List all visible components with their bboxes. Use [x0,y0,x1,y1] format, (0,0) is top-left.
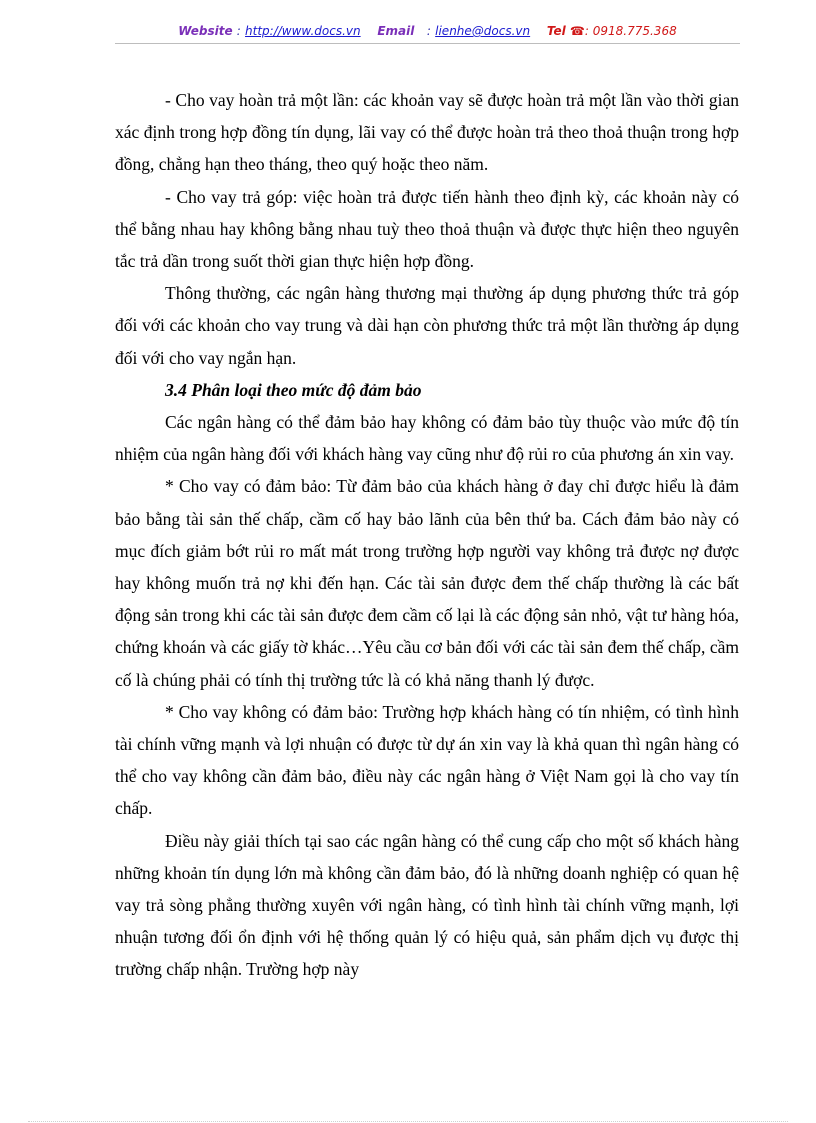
paragraph-collateral-intro: Các ngân hàng có thể đảm bảo hay không có đảm bảo tùy thuộc vào mức độ tín nhiệm của ngân hàng đối với khách hàng vay cũng như độ rủi ro của phương án xin vay. [115,412,739,465]
paragraph-explanation: Điều này giải thích tại sao các ngân hàng có thể cung cấp cho một số khách hàng những khoản tín dụng lớn mà không cần đảm bảo, đó là những doanh nghiệp có quan hệ vay trả sòng phẳng thường xuyên với ngân hàng, có tình hình tài chính vững mạnh, lợi nhuận tương đối ổn định với hệ thống quản lý có hiệu quả, sản phẩm dịch vụ được thị trường chấp nhận. Trường hợp này [115,830,739,980]
email-separator: : [426,24,431,38]
section-heading: 3.4 Phân loại theo mức độ đảm bảo [165,379,422,400]
tel-label: Tel [546,24,566,38]
page-header [115,24,740,44]
website-link[interactable]: http://www.docs.vn [245,24,361,38]
website-label: Website [178,24,233,38]
phone-icon: ☎ [569,24,585,38]
paragraph-common-practice: Thông thường, các ngân hàng thương mại thường áp dụng phương thức trả góp đối với các khoản cho vay trung và dài hạn còn phương thức trả một lần thường áp dụng đối với cho vay ngắn hạn. [115,283,739,368]
paragraph-unsecured-loans: * Cho vay không có đảm bảo: Trường hợp khách hàng có tín nhiệm, có tình hình tài chính vững mạnh và lợi nhuận có được từ dự án xin vay là khả quan thì ngân hàng có thể cho vay không cần đảm bảo, điều này các ngân hàng ở Việt Nam gọi là cho vay tín chấp. [115,701,739,819]
paragraph-lump-sum-repayment: - Cho vay hoàn trả một lần: các khoản vay sẽ được hoàn trả một lần vào thời gian xác định trong hợp đồng tín dụng, lãi vay có thể được hoàn trả theo thoả thuận trong hợp đồng, chẳng hạn theo tháng, theo quý hoặc theo năm. [115,90,739,175]
tel-number: : 0918.775.368 [584,24,677,38]
email-link[interactable]: lienhe@docs.vn [435,24,531,38]
website-separator: : [236,24,241,38]
header-divider [115,43,740,44]
paragraph-installment-repayment: - Cho vay trả góp: việc hoàn trả được tiến hành theo định kỳ, các khoản này có thể bằng nhau hay không bằng nhau tuỳ theo thoả thuận và được thực hiện theo nguyên tắc trả dần trong suốt thời gian thực hiện hợp đồng. [115,186,739,272]
document-body [115,84,739,986]
paragraph-secured-loans: * Cho vay có đảm bảo: Từ đảm bảo của khách hàng ở đay chỉ được hiểu là đảm bảo bằng tài sản thế chấp, cầm cố hay bảo lãnh của bên thứ ba. Cách đảm bảo này có mục đích giảm bớt rủi ro mất mát trong trường hợp người vay không trả được nợ được hay không muốn trả nợ khi đến hạn. Các tài sản được đem thế chấp thường là các bất động sản trong khi các tài sản được đem cầm cố lại là các động sản nhỏ, vật tư hàng hóa, chứng khoán và các giấy tờ khác…Yêu cầu cơ bản đối với các tài sản đem thế chấp, cầm cố là chúng phải có tính thị trường tức là có khả năng thanh lý được. [115,476,739,690]
page-bottom-border [28,1121,788,1122]
email-label: Email [377,24,415,38]
